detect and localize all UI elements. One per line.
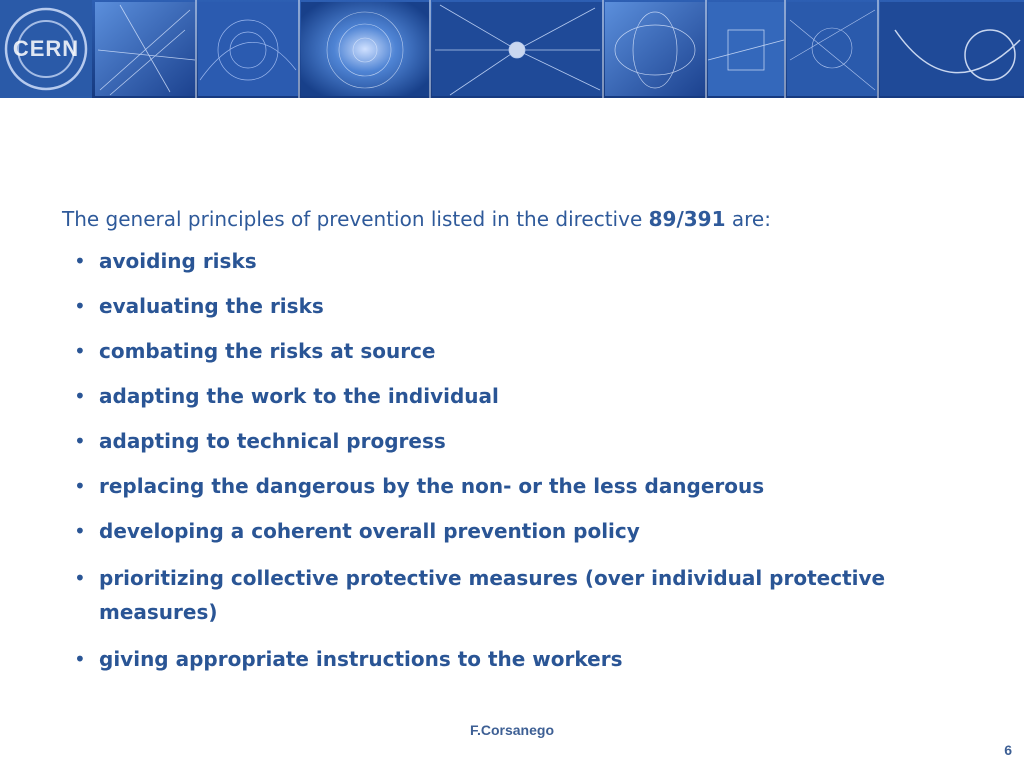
intro-sentence <box>62 206 962 232</box>
prevention-principles-list <box>62 246 962 674</box>
intro-text-before: The general principles of prevention listed in the directive <box>62 207 649 231</box>
list-item: • giving appropriate instructions to the workers <box>62 644 962 674</box>
footer-author: F.Corsanego <box>469 722 554 738</box>
banner-collage-image <box>0 0 1024 98</box>
list-item: • combating the risks at source <box>62 336 962 366</box>
intro-text-after: are: <box>725 207 771 231</box>
cern-logo <box>0 0 92 98</box>
list-item: • replacing the dangerous by the non- or the less dangerous <box>62 471 962 501</box>
directive-reference: 89/391 <box>648 207 726 231</box>
slide-body <box>62 206 962 689</box>
list-item: • evaluating the risks <box>62 291 962 321</box>
list-item: • adapting to technical progress <box>62 426 962 456</box>
list-item: • developing a coherent overall prevention policy <box>62 516 962 546</box>
header-banner <box>0 0 1024 98</box>
list-item: • avoiding risks <box>62 246 962 276</box>
list-item: • prioritizing collective protective measures (over individual protective measures) <box>62 561 962 629</box>
page-number: 6 <box>1004 742 1012 758</box>
cern-logo-text: CERN <box>12 36 80 61</box>
list-item: • adapting the work to the individual <box>62 381 962 411</box>
